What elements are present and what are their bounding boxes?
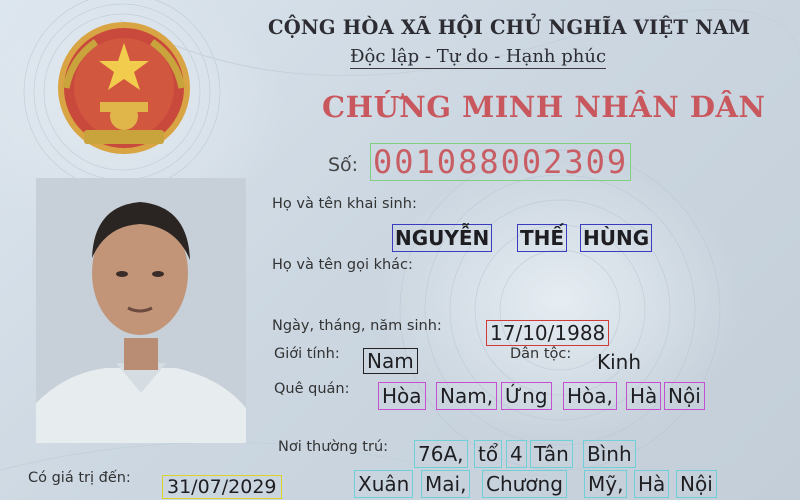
document-title: CHỨNG MINH NHÂN DÂN (322, 90, 766, 124)
residence-word: Mai, (421, 470, 470, 498)
residence-word: Hà (634, 470, 669, 498)
id-number-label: Số: (328, 154, 359, 176)
residence-word: Bình (583, 440, 636, 468)
residence-word: Chương (482, 470, 567, 498)
hometown-word: Nam, (436, 382, 497, 410)
residence-word: Mỹ, (584, 470, 627, 498)
residence-label: Nơi thường trú: (278, 439, 389, 455)
sex-value: Nam (363, 348, 418, 374)
hometown-word: Hòa (378, 382, 426, 410)
portrait-photo (36, 178, 246, 443)
dob-value: 17/10/1988 (486, 320, 609, 346)
valid-until-label: Có giá trị đến: (28, 470, 131, 486)
hometown-word: Nội (664, 382, 705, 410)
residence-word: Nội (676, 470, 717, 498)
hometown-word: Hà (626, 382, 661, 410)
dob-label: Ngày, tháng, năm sinh: (272, 318, 442, 334)
ethnicity-value: Kinh (597, 350, 642, 374)
id-number: 001088002309 (370, 143, 631, 181)
ethnicity-label: Dân tộc: (510, 346, 572, 362)
valid-until-value: 31/07/2029 (162, 475, 282, 499)
residence-word: tổ (474, 440, 502, 468)
residence-word: 4 (506, 440, 527, 468)
residence-word: Tân (530, 440, 573, 468)
hometown-label: Quê quán: (274, 381, 350, 397)
hometown-word: Ứng (501, 382, 552, 410)
motto: Độc lập - Tự do - Hạnh phúc (350, 46, 607, 67)
residence-word: 76A, (414, 440, 468, 468)
name-word: NGUYỄN (392, 224, 492, 252)
national-emblem (54, 18, 194, 158)
nation-heading: CỘNG HÒA XÃ HỘI CHỦ NGHĨA VIỆT NAM (268, 16, 751, 39)
name-word: THẾ (517, 224, 567, 252)
other-name-label: Họ và tên gọi khác: (272, 257, 413, 273)
name-word: HÙNG (580, 224, 652, 252)
residence-word: Xuân (354, 470, 413, 498)
birth-name-label: Họ và tên khai sinh: (272, 196, 417, 212)
sex-label: Giới tính: (274, 346, 340, 362)
hometown-word: Hòa, (563, 382, 617, 410)
